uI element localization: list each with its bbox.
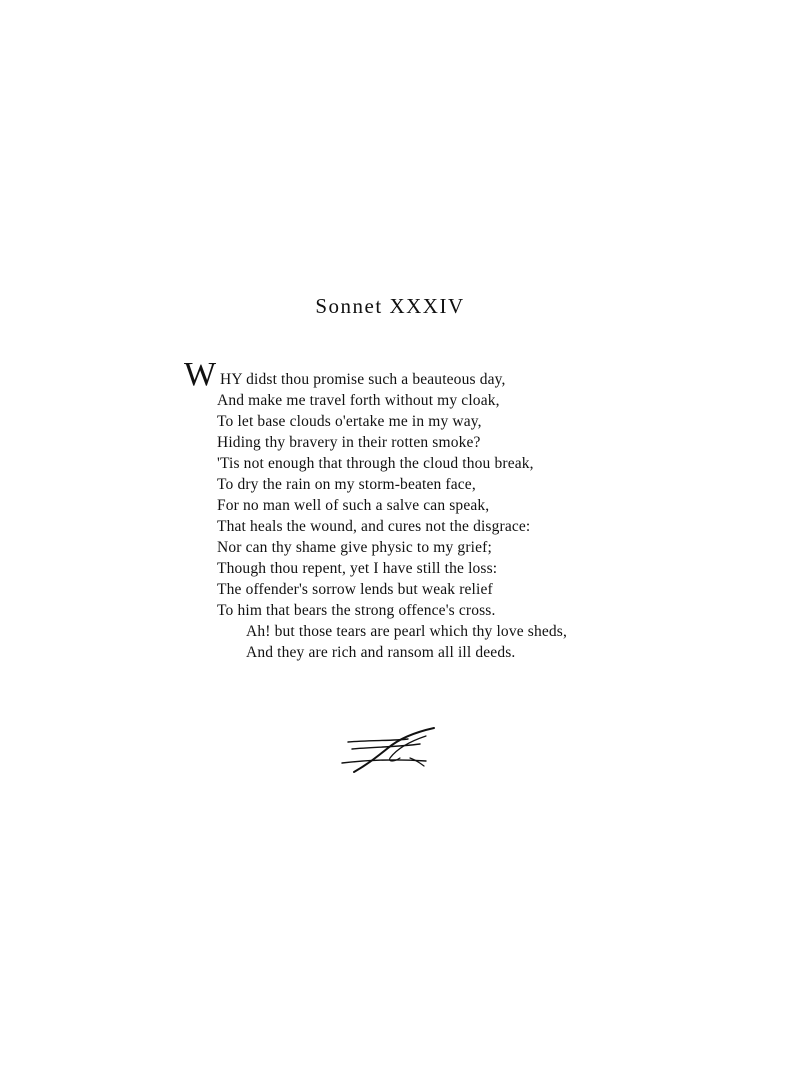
poem-line: To let base clouds o'ertake me in my way,: [217, 413, 482, 430]
calligraphic-flourish-icon: [338, 722, 438, 778]
poem-line: To him that bears the strong offence's cross.: [217, 602, 496, 619]
poem-line: Hiding thy bravery in their rotten smoke?: [217, 434, 481, 451]
poem-line: [217, 369, 737, 390]
drop-cap: W: [184, 356, 217, 393]
poem-line: Nor can thy shame give physic to my grief;: [217, 539, 492, 556]
poem-body: [217, 369, 737, 663]
poem-line: Though thou repent, yet I have still the loss:: [217, 560, 498, 577]
poem-line: The offender's sorrow lends but weak relief: [217, 581, 493, 598]
poem-line: To dry the rain on my storm-beaten face,: [217, 476, 476, 493]
poem-line: And make me travel forth without my cloak,: [217, 392, 500, 409]
couplet-line: And they are rich and ransom all ill deeds.: [246, 644, 516, 661]
poem-line: That heals the wound, and cures not the disgrace:: [217, 518, 531, 535]
first-line-text: HY didst thou promise such a beauteous day,: [220, 371, 506, 388]
poem-line: For no man well of such a salve can speak,: [217, 497, 490, 514]
poem-title: Sonnet XXXIV: [315, 294, 465, 318]
poem-line: 'Tis not enough that through the cloud thou break,: [217, 455, 534, 472]
couplet-line: Ah! but those tears are pearl which thy love sheds,: [246, 623, 568, 640]
